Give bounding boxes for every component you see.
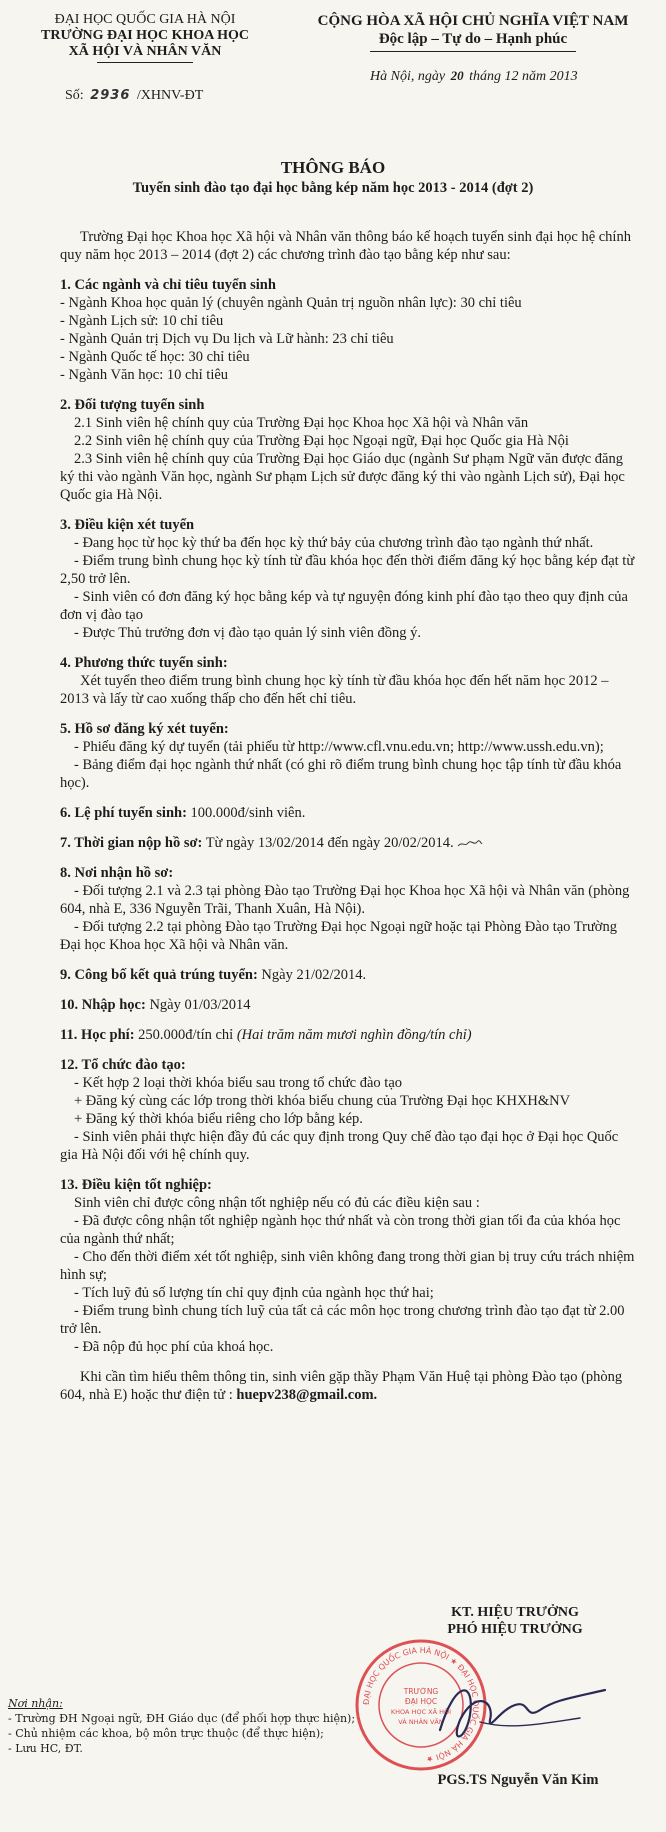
section-8-item: - Đối tượng 2.2 tại phòng Đào tạo Trường Đại học Ngoại ngữ hoặc tại Phòng Đào tạo Trường Đại học Khoa học Xã hội và Nhân văn.: [60, 919, 617, 953]
section-9: [60, 966, 635, 984]
doc-no-label: Số:: [65, 88, 84, 103]
issue-date: [370, 68, 578, 85]
signature-line-2: PHÓ HIỆU TRƯỞNG: [447, 1622, 583, 1637]
date-prefix: Hà Nội, ngày: [370, 69, 446, 84]
issuer-header: [10, 12, 280, 63]
section-13-item: - Đã được công nhận tốt nghiệp ngành học thứ nhất và còn trong thời gian tối đa của khóa học của ngành thứ nhất;: [60, 1213, 621, 1247]
section-11-text: 250.000đ/tín chỉ: [138, 1027, 234, 1043]
section-13-item: - Đã nộp đủ học phí của khoá học.: [74, 1339, 274, 1355]
section-9-text: Ngày 21/02/2014.: [261, 967, 367, 983]
section-2-heading: 2. Đối tượng tuyển sinh: [60, 397, 205, 413]
section-13-item: - Cho đến thời điểm xét tốt nghiệp, sinh viên không đang trong thời gian bị truy cứu trách nhiệm hình sự;: [60, 1249, 635, 1283]
issuer-line-1: ĐẠI HỌC QUỐC GIA HÀ NỘI: [54, 12, 236, 27]
section-8-heading: 8. Nơi nhận hồ sơ:: [60, 865, 174, 881]
document-subtitle: Tuyển sinh đào tạo đại học bằng kép năm học 2013 - 2014 (đợt 2): [132, 180, 534, 196]
recipients-list: [8, 1696, 355, 1756]
recipient-item: - Chủ nhiệm các khoa, bộ môn trực thuộc (để thực hiện);: [8, 1727, 324, 1740]
national-line-2: Độc lập – Tự do – Hạnh phúc: [378, 31, 568, 47]
section-7-heading: 7. Thời gian nộp hồ sơ:: [60, 835, 203, 851]
contact-email: huepv238@gmail.com.: [236, 1387, 378, 1403]
national-underline: [370, 51, 576, 52]
section-3-item: - Điểm trung bình chung học kỳ tính từ đầu khóa học đến thời điểm đăng ký học bằng kép đạt từ 2,50 trở lên.: [60, 553, 635, 587]
contact-text: Khi cần tìm hiểu thêm thông tin, sinh viên gặp thầy Phạm Văn Huệ tại phòng Đào tạo (phòng 604, nhà E) hoặc thư điện tử :: [60, 1369, 623, 1403]
national-line-1: CỘNG HÒA XÃ HỘI CHỦ NGHĨA VIỆT NAM: [317, 13, 629, 29]
svg-text:TRƯỜNG: TRƯỜNG: [403, 1687, 439, 1696]
section-13-lead: Sinh viên chỉ được công nhận tốt nghiệp nếu có đủ các điều kiện sau :: [74, 1195, 480, 1211]
section-12-heading: 12. Tổ chức đào tạo:: [60, 1057, 186, 1073]
signature-line-1: KT. HIỆU TRƯỞNG: [451, 1605, 579, 1620]
svg-text:KHOA HỌC XÃ HỘI: KHOA HỌC XÃ HỘI: [390, 1708, 452, 1716]
doc-no-suffix: /XHNV-ĐT: [136, 88, 204, 103]
section-10-heading: 10. Nhập học:: [60, 997, 146, 1013]
section-2-item: 2.3 Sinh viên hệ chính quy của Trường Đại học Giáo dục (ngành Sư phạm Ngữ văn được đăng ký thi vào ngành Văn học, ngành Sư phạm Lịch sử được đăng ký thi vào ngành Lịch sử), Đại học Quốc gia Hà Nội.: [60, 451, 625, 503]
section-13-item: - Tích luỹ đủ số lượng tín chỉ quy định của ngành học thứ hai;: [74, 1285, 434, 1301]
section-1-item: - Ngành Quốc tế học: 30 chỉ tiêu: [60, 349, 250, 365]
signer-name: PGS.TS Nguyễn Văn Kim: [437, 1772, 599, 1788]
section-1-heading: 1. Các ngành và chỉ tiêu tuyển sinh: [60, 277, 276, 293]
section-5-heading: 5. Hồ sơ đăng ký xét tuyển:: [60, 721, 229, 737]
section-1-item: - Ngành Quản trị Dịch vụ Du lịch và Lữ hành: 23 chỉ tiêu: [60, 331, 394, 347]
handwritten-signature-icon: [420, 1660, 620, 1760]
svg-text:VÀ NHÂN VĂN: VÀ NHÂN VĂN: [398, 1718, 444, 1726]
initials-mark-icon: [457, 840, 483, 848]
recipients-heading: Nơi nhận:: [8, 1697, 63, 1710]
signature-title: [400, 1604, 630, 1638]
section-3-item: - Đang học từ học kỳ thứ ba đến học kỳ thứ bảy của chương trình đào tạo ngành thứ nhất.: [74, 535, 594, 551]
section-6-heading: 6. Lệ phí tuyển sinh:: [60, 805, 187, 821]
section-11-heading: 11. Học phí:: [60, 1027, 135, 1043]
section-3-heading: 3. Điều kiện xét tuyển: [60, 517, 195, 533]
issuer-underline: [97, 62, 193, 63]
section-12-item: - Sinh viên phải thực hiện đầy đủ các quy định trong Quy chế đào tạo đại học ở Đại học Quốc gia Hà Nội đối với hệ chính quy.: [60, 1129, 619, 1163]
date-suffix: tháng 12 năm 2013: [469, 69, 578, 84]
section-12-item: - Kết hợp 2 loại thời khóa biểu sau trong tổ chức đào tạo: [74, 1075, 403, 1091]
svg-text:ĐẠI HỌC QUỐC GIA HÀ NỘI ★ ĐẠI: ĐẠI HỌC QUỐC GIA HÀ NỘI ★ ĐẠI HỌC QUỐC GIA HÀ NỘI ★: [361, 1645, 481, 1764]
national-header: [288, 12, 658, 52]
recipient-item: - Trường ĐH Ngoại ngữ, ĐH Giáo dục (để phối hợp thực hiện);: [8, 1712, 356, 1725]
section-11-note: (Hai trăm năm mươi nghìn đồng/tín chỉ): [236, 1027, 472, 1043]
document-title: THÔNG BÁO: [280, 158, 386, 177]
document-number: [65, 88, 203, 104]
section-7: [60, 834, 635, 852]
section-13-heading: 13. Điều kiện tốt nghiệp:: [60, 1177, 212, 1193]
intro-paragraph: Trường Đại học Khoa học Xã hội và Nhân văn thông báo kế hoạch tuyển sinh đại học hệ chính quy năm học 2013 – 2014 (đợt 2) các chương trình đào tạo bằng kép như sau:: [60, 229, 631, 263]
section-5-item: - Bảng điểm đại học ngành thứ nhất (có ghi rõ điểm trung bình chung học tập tính từ đầu khóa học).: [60, 757, 622, 791]
section-2-item: 2.2 Sinh viên hệ chính quy của Trường Đại học Ngoại ngữ, Đại học Quốc gia Hà Nội: [74, 433, 569, 449]
issuer-line-3: XÃ HỘI VÀ NHÂN VĂN: [68, 44, 222, 59]
date-day: 20: [450, 68, 464, 83]
section-12-item: + Đăng ký cùng các lớp trong thời khóa biểu chung của Trường Đại học KHXH&NV: [74, 1093, 571, 1109]
section-10: [60, 996, 635, 1014]
section-5-item: - Phiếu đăng ký dự tuyển (tải phiếu từ http://www.cfl.vnu.edu.vn; http://www.ussh.edu.vn);: [74, 739, 604, 755]
section-1-item: - Ngành Lịch sử: 10 chỉ tiêu: [60, 313, 224, 329]
section-7-text: Từ ngày 13/02/2014 đến ngày 20/02/2014.: [205, 835, 454, 851]
section-8-item: - Đối tượng 2.1 và 2.3 tại phòng Đào tạo Trường Đại học Khoa học Xã hội và Nhân văn (phòng 604, nhà E, 336 Nguyễn Trãi, Thanh Xuân, Hà Nội).: [60, 883, 630, 917]
document-body: [60, 228, 635, 1404]
section-13-item: - Điểm trung bình chung tích luỹ của tất cả các môn học trong chương trình đào tạo đạt từ 2.00 trở lên.: [60, 1303, 625, 1337]
recipient-item: - Lưu HC, ĐT.: [8, 1742, 83, 1755]
section-10-text: Ngày 01/03/2014: [149, 997, 251, 1013]
section-4-heading: 4. Phương thức tuyển sinh:: [60, 655, 228, 671]
section-4-text: Xét tuyển theo điểm trung bình chung học kỳ tính từ đầu khóa học đến hết năm học 2012 – 2013 và lấy từ cao xuống thấp cho đến hết chỉ tiêu.: [60, 673, 609, 707]
section-1-item: - Ngành Khoa học quản lý (chuyên ngành Quản trị nguồn nhân lực): 30 chỉ tiêu: [60, 295, 522, 311]
section-11: [60, 1026, 635, 1044]
section-12-item: + Đăng ký thời khóa biểu riêng cho lớp bằng kép.: [74, 1111, 363, 1127]
section-2-item: 2.1 Sinh viên hệ chính quy của Trường Đại học Khoa học Xã hội và Nhân văn: [74, 415, 529, 431]
section-9-heading: 9. Công bố kết quả trúng tuyển:: [60, 967, 258, 983]
section-6-text: 100.000đ/sinh viên.: [190, 805, 306, 821]
svg-text:ĐẠI HỌC: ĐẠI HỌC: [404, 1697, 438, 1706]
section-6: [60, 804, 635, 822]
section-3-item: - Sinh viên có đơn đăng ký học bằng kép và tự nguyện đóng kinh phí đào tạo theo quy định của đơn vị đào tạo: [60, 589, 628, 623]
contact-paragraph: [60, 1368, 635, 1404]
section-1-item: - Ngành Văn học: 10 chỉ tiêu: [60, 367, 229, 383]
doc-no-value: 2936: [90, 88, 131, 103]
issuer-line-2: TRƯỜNG ĐẠI HỌC KHOA HỌC: [41, 28, 249, 43]
section-3-item: - Được Thủ trưởng đơn vị đào tạo quản lý sinh viên đồng ý.: [74, 625, 421, 641]
